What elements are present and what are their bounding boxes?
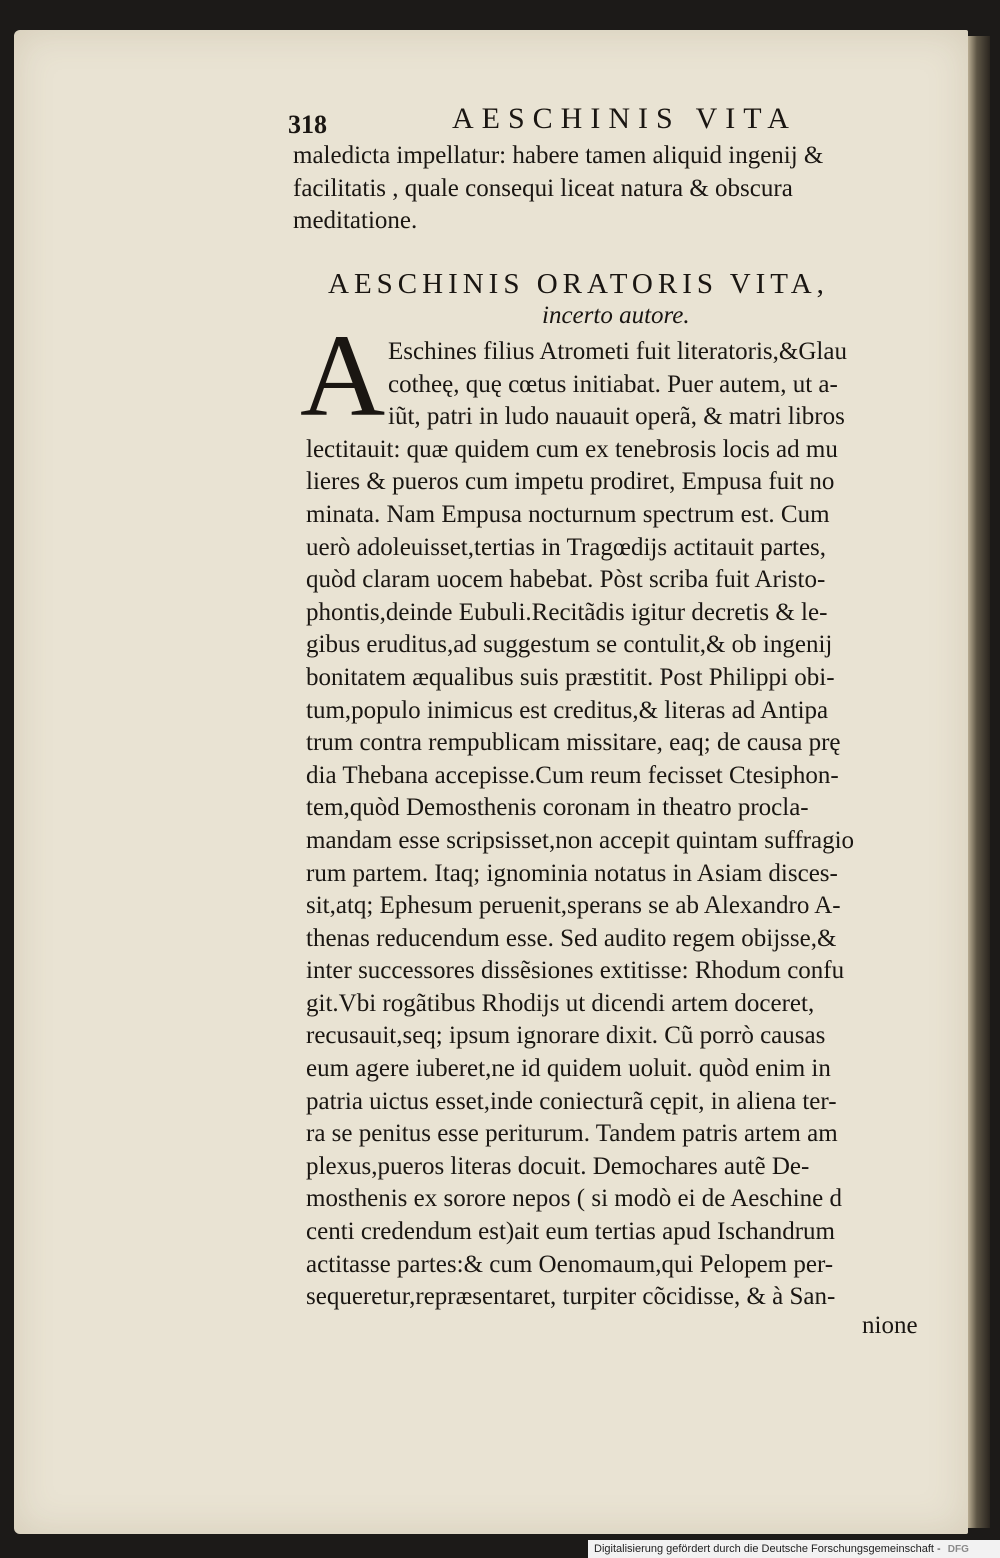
text-line: mandam esse scripsisset,non accepit quintam suffragio: [306, 826, 855, 854]
text-line: trum contra rempublicam missitare, eaq; de causa prę: [306, 729, 841, 757]
text-line: iũt, patri in ludo nauauit operã, & matri libros: [388, 403, 845, 431]
text-line: ra se penitus esse periturum. Tandem patris artem am: [306, 1120, 838, 1148]
text-line: tum,populo inimicus est creditus,& literas ad Antipa: [306, 696, 829, 724]
page-header: [288, 98, 828, 138]
text-line: sit,atq; Ephesum peruenit,sperans se ab Alexandro A-: [306, 892, 841, 920]
page-number: 318: [288, 110, 327, 139]
funding-notice: [588, 1540, 1000, 1558]
text-line: bonitatem æqualibus suis præstitit. Post Philippi obi-: [306, 663, 835, 691]
section-subtitle: incerto autore.: [542, 302, 690, 329]
text-line: rum partem. Itaq; ignominia notatus in Asiam disces-: [306, 859, 838, 887]
text-line: Eschines filius Atrometi fuit literatoris,&Glau: [388, 338, 847, 365]
text-line: sequeretur,repræsentaret, turpiter cõcidisse, & à San-: [306, 1283, 836, 1311]
text-line: actitasse partes:& cum Oenomaum,qui Pelopem per-: [306, 1250, 834, 1278]
text-line: maledicta impellatur: habere tamen aliquid ingenij &: [293, 142, 824, 169]
text-line: lieres & pueros cum impetu prodiret, Empusa fuit no: [306, 468, 835, 496]
drop-cap: A: [300, 310, 386, 441]
dfg-logo: DFG: [947, 1544, 969, 1555]
text-line: plexus,pueros literas docuit. Demochares autẽ De-: [306, 1152, 810, 1180]
section-title: AESCHINIS ORATORIS VITA,: [328, 268, 829, 300]
text-line: git.Vbi rogãtibus Rhodijs ut dicendi artem doceret,: [306, 989, 815, 1017]
body-text: [306, 336, 961, 1314]
text-line: centi credendum est)ait eum tertias apud Ischandrum: [306, 1218, 835, 1246]
text-line: minata. Nam Empusa nocturnum spectrum est. Cum: [306, 500, 830, 528]
text-line: inter successores dissẽsiones extitisse: Rhodum confu: [306, 957, 845, 985]
text-line: uerò adoleuisset,tertias in Tragœdijs actitauit partes,: [306, 533, 827, 561]
catchword: nione: [862, 1312, 918, 1339]
funding-text: Digitalisierung gefördert durch die Deutsche Forschungsgemeinschaft -: [594, 1543, 941, 1555]
running-title: AESCHINIS VITA: [452, 102, 797, 135]
text-line: lectitauit: quæ quidem cum ex tenebrosis locis ad mu: [306, 435, 838, 463]
text-line: gibus eruditus,ad suggestum se contulit,& ob ingenij: [306, 631, 833, 659]
text-line: phontis,deinde Eubuli.Recitãdis igitur decretis & le-: [306, 598, 828, 626]
text-line: facilitatis , quale consequi liceat natura & obscura: [293, 174, 793, 202]
text-line: quòd claram uocem habebat. Pòst scriba fuit Aristo-: [306, 566, 826, 594]
text-line: tem,quòd Demosthenis coronam in theatro procla-: [306, 794, 809, 822]
page-edge: [968, 36, 990, 1528]
text-line: mosthenis ex sorore nepos ( si modò ei de Aeschine d: [306, 1185, 843, 1213]
text-line: thenas reducendum esse. Sed audito regem obijsse,&: [306, 924, 837, 952]
text-line: recusauit,seq; ipsum ignorare dixit. Cũ porrò causas: [306, 1022, 826, 1050]
text-line: meditatione.: [293, 207, 418, 235]
text-line: eum agere iuberet,ne id quidem uoluit. quòd enim in: [306, 1055, 831, 1083]
text-line: patria uictus esset,inde coniecturã cępit, in aliena ter-: [306, 1087, 837, 1115]
text-line: cotheę, quę cœtus initiabat. Puer autem, ut a-: [388, 370, 838, 398]
continuation-text: [293, 140, 958, 238]
text-line: dia Thebana accepisse.Cum reum fecisset Ctesiphon-: [306, 761, 839, 789]
